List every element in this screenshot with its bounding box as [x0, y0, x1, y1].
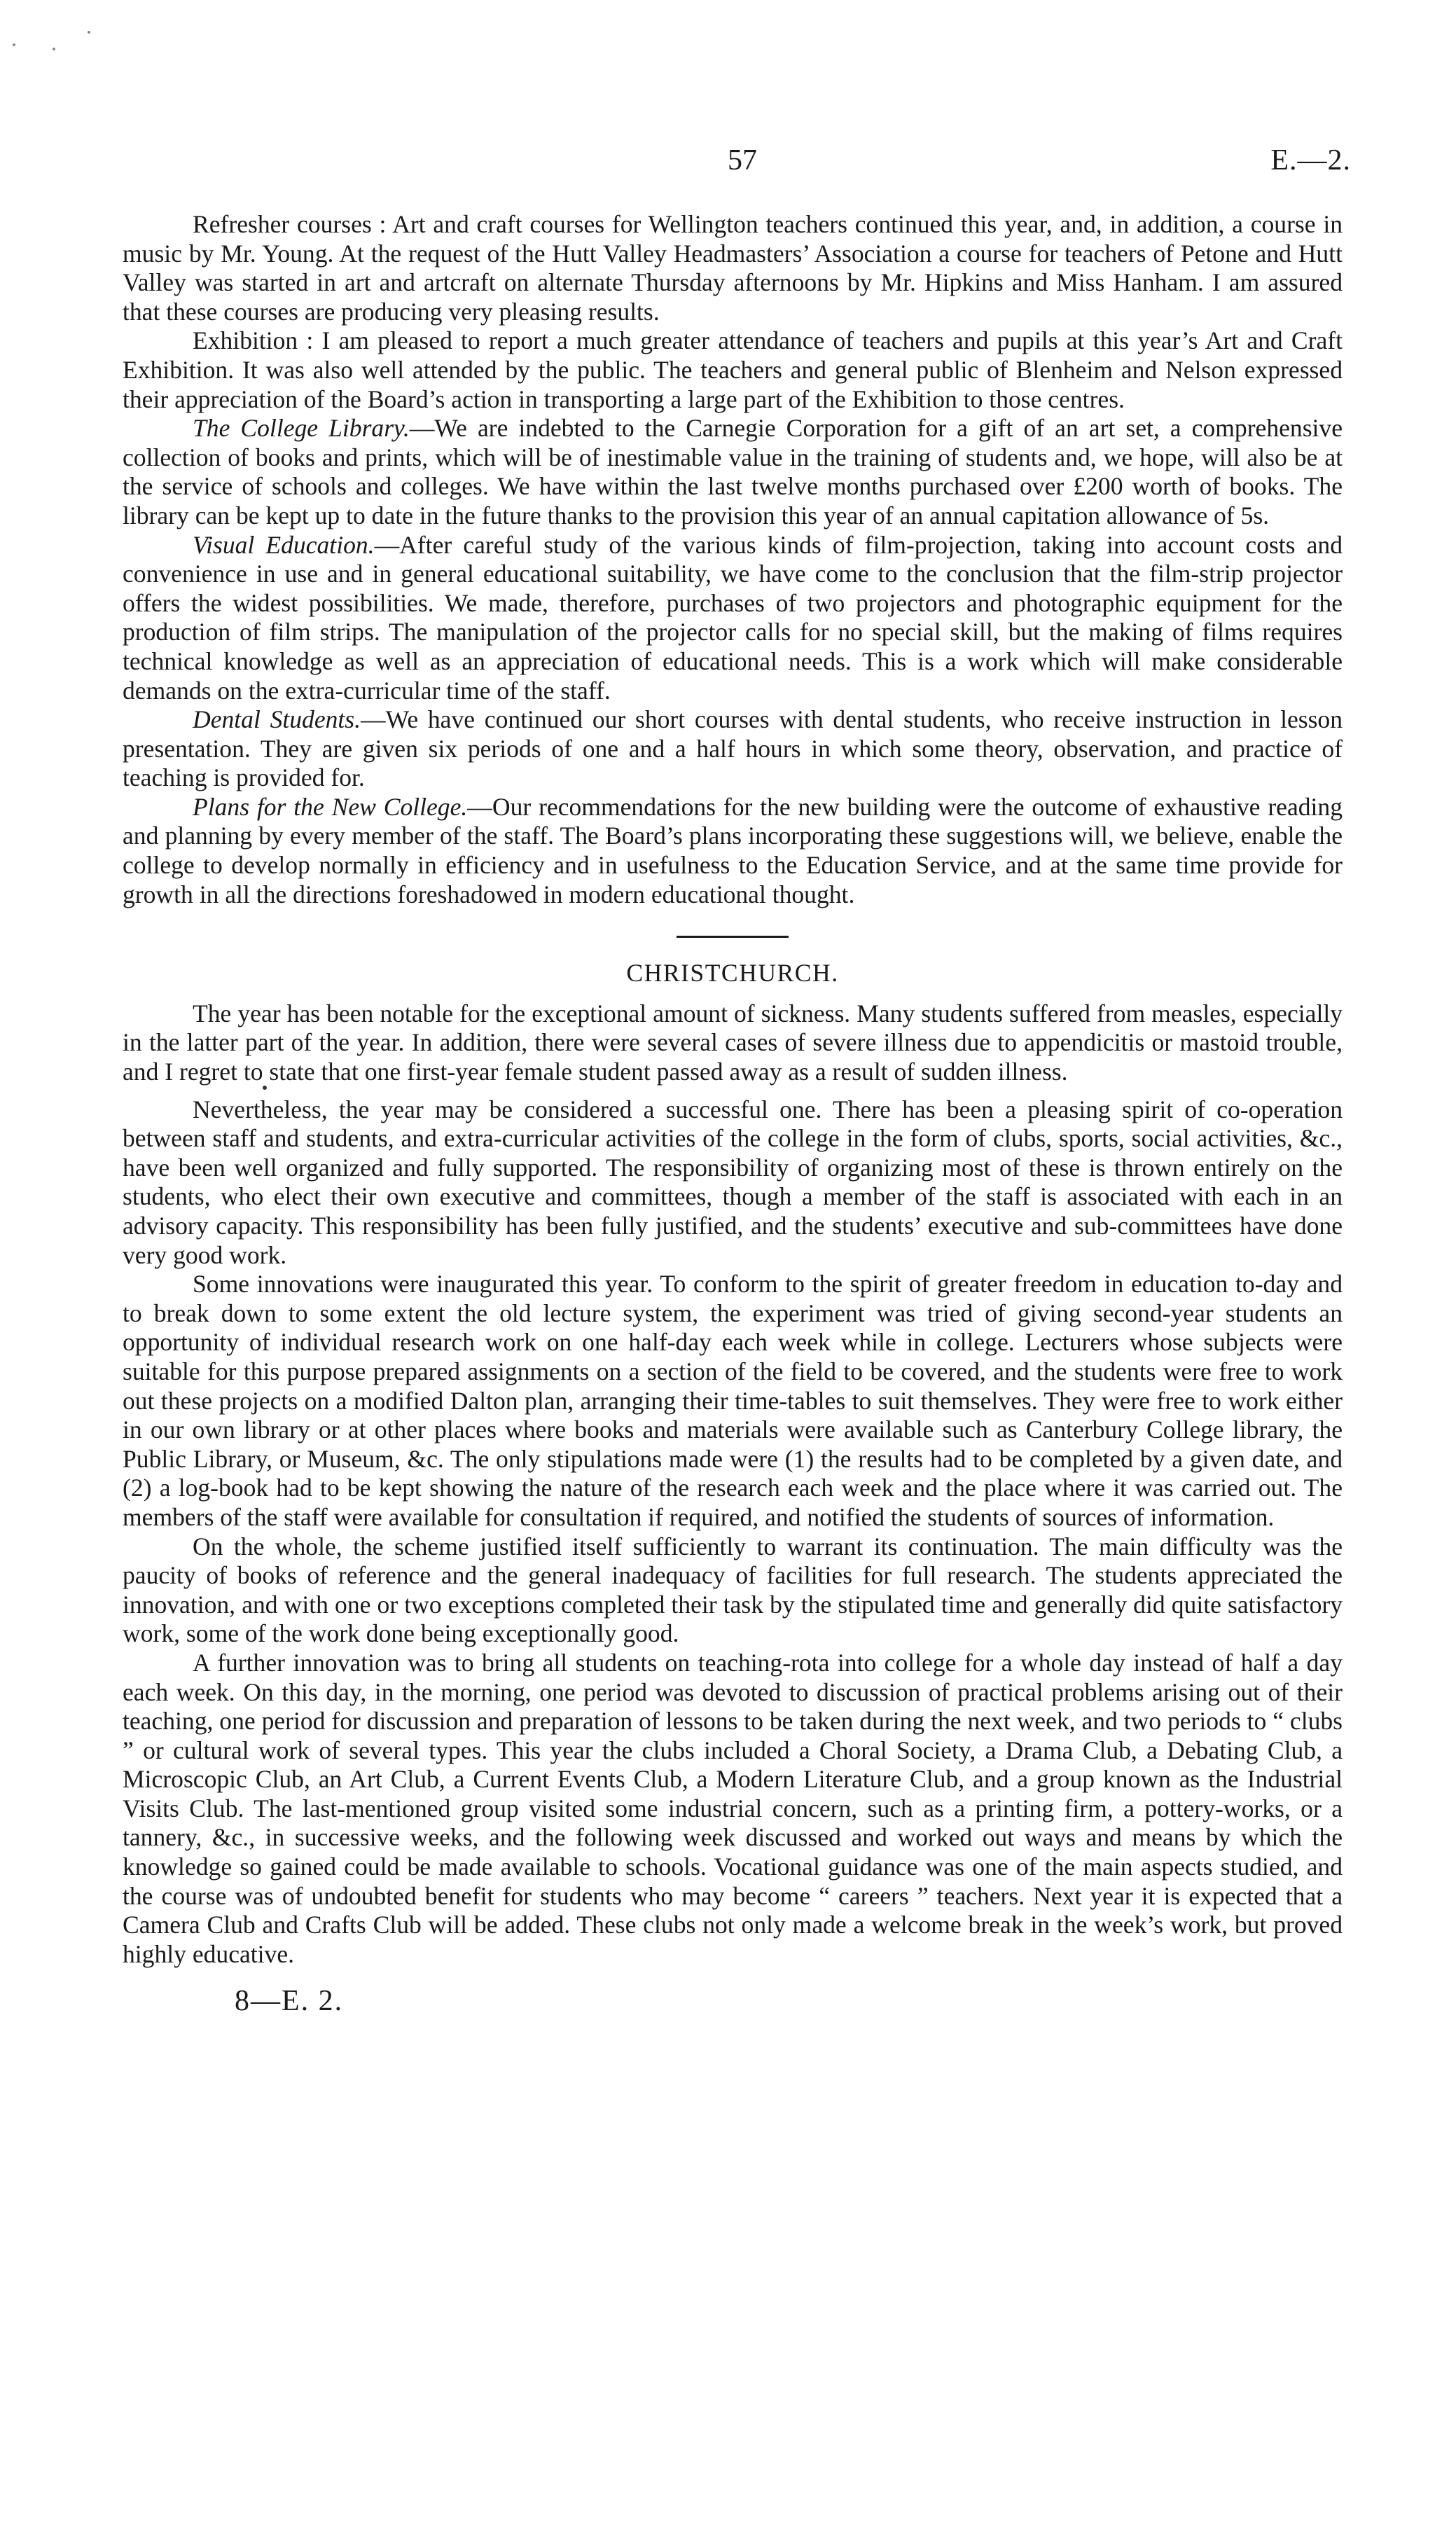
- run-in-heading: The College Library.: [193, 414, 410, 443]
- scan-speck: [53, 48, 55, 50]
- paragraph-further-innovation: A further innovation was to bring all students on teaching-rota into college for a whole day instead of half a day each week. On this day, in the morning, one period was devoted to discussion of practical problems arising out of their teaching, one period for discussion and preparation of lessons to be taken during the next week, and two periods to “ clubs ” or cultural work of several types. This year the clubs included a Choral Society, a Drama Club, a Debating Club, a Microscopic Club, an Art Club, a Current Events Club, a Modern Literature Club, and a group known as the Industrial Visits Club. The last-mentioned group visited some industrial concern, such as a printing firm, a pottery-works, or a tannery, &c., in successive weeks, and the following week discussed and worked out ways and means by which the knowledge so gained could be made available to schools. Vocational guidance was one of the main aspects studied, and the course was of undoubted benefit for students who may become “ careers ” teachers. Next year it is expected that a Camera Club and Crafts Club will be added. These clubs not only made a welcome break in the week’s work, but proved highly educative.: [123, 1648, 1343, 1968]
- paragraph-sickness: The year has been notable for the exceptional amount of sickness. Many students suffered from measles, especially in the latter part of the year. In addition, there were several cases of severe illness due to appendicitis or mastoid trouble, and I regret to state that one first-year female student passed away as a result of sudden illness.: [123, 999, 1343, 1086]
- run-in-heading: Visual Education.: [193, 530, 375, 559]
- paragraph-exhibition: [123, 326, 1343, 414]
- page-number: 57: [728, 144, 757, 176]
- paragraph-scheme-justified: On the whole, the scheme justified itself sufficiently to warrant its continuation. The main difficulty was the paucity of books of reference and the general inadequacy of facilities for full research. The students appreciated the innovation, and with one or two exceptions completed their task by the stipulated time and generally did quite satisfactory work, some of the work done being exceptionally good.: [123, 1532, 1343, 1648]
- paragraph-cooperation: Nevertheless, the year may be considered a successful one. There has been a pleasing spirit of co-operation between staff and students, and extra-curricular activities of the college in the form of clubs, sports, social activities, &c., have been well organized and fully supported. The responsibility of organizing most of these is thrown entirely on the students, who elect their own executive and committees, though a member of the staff is associated with each in an advisory capacity. This responsibility has been fully justified, and the students’ executive and sub-committees have done very good work.: [123, 1095, 1343, 1269]
- document-reference: E.—2.: [1270, 144, 1351, 176]
- run-in-heading: Dental Students.: [193, 705, 361, 734]
- paragraph-text: —We have continued our short courses with dental students, who receive instruction in lesson presentation. They are given six periods of one and a half hours in which some theory, observation, and practice of teaching is provided for.: [123, 705, 1343, 792]
- paragraph-new-college-plans: [123, 793, 1343, 909]
- paragraph-text: Refresher courses : Art and craft courses for Wellington teachers continued this year, and, in addition, a course in music by Mr. Young. At the request of the Hutt Valley Headmasters’ Association a course for teachers of Petone and Hutt Valley was started in art and artcraft on alternate Thursday afternoons by Mr. Hipkins and Miss Hanham. I am assured that these courses are producing very pleasing results.: [123, 210, 1343, 326]
- paragraph-text: —After careful study of the various kinds of film-projection, taking into account costs and convenience in use and in general educational suitability, we have come to the conclusion that the film-strip projector offers the widest possibilities. We made, therefore, purchases of two projectors and photographic equipment for the production of film strips. The manipulation of the projector calls for no special skill, but the making of films requires technical knowledge as well as an appreciation of educational needs. This is a work which will make considerable demands on the extra-curricular time of the staff.: [123, 530, 1343, 705]
- stray-dot: [263, 1086, 267, 1090]
- paragraph-text: —We are indebted to the Carnegie Corporation for a gift of an art set, a comprehensive collection of books and prints, which will be of inestimable value in the training of students and, we hope, will also be at the service of schools and colleges. We have within the last twelve months purchased over £200 worth of books. The library can be kept up to date in the future thanks to the provision this year of an annual capitation allowance of 5s.: [123, 414, 1343, 529]
- scan-speck: [88, 31, 90, 34]
- section-divider: [677, 936, 789, 938]
- paragraph-text: —Our recommendations for the new building were the outcome of exhaustive reading and planning by every member of the staff. The Board’s plans incorporating these suggestions will, we believe, enable the college to develop normally in efficiency and in usefulness to the Education Service, and at the same time provide for growth in all the directions foreshadowed in modern educational thought.: [123, 792, 1343, 908]
- section-heading: CHRISTCHURCH.: [626, 959, 839, 988]
- paragraph-visual-education: [123, 531, 1343, 706]
- body-text: [123, 210, 1343, 2016]
- paragraph-college-library: [123, 414, 1343, 530]
- paragraph-dental-students: [123, 705, 1343, 793]
- paragraph-refresher-courses: [123, 210, 1343, 326]
- paragraph-innovations: Some innovations were inaugurated this year. To conform to the spirit of greater freedom in education to-day and to break down to some extent the old lecture system, the experiment was tried of giving second-year students an opportunity of individual research work on one half-day each week while in college. Lecturers whose subjects were suitable for this purpose prepared assignments on a section of the field to be covered, and the students were free to work out these projects on a modified Dalton plan, arranging their time-tables to suit themselves. They were free to work either in our own library or at other places where books and materials were available such as Canterbury College library, the Public Library, or Museum, &c. The only stipulations made were (1) the results had to be completed by a given date, and (2) a log-book had to be kept showing the nature of the research each week and the place where it was carried out. The members of the staff were available for consultation if required, and notified the students of sources of information.: [123, 1270, 1343, 1531]
- signature-mark: 8—E. 2.: [235, 1985, 344, 2018]
- run-in-heading: Plans for the New College.: [193, 792, 468, 821]
- scan-speck: [13, 43, 15, 46]
- paragraph-text: Exhibition : I am pleased to report a much greater attendance of teachers and pupils at this year’s Art and Craft Exhibition. It was also well attended by the public. The teachers and general public of Blenheim and Nelson expressed their appreciation of the Board’s action in transporting a large part of the Exhibition to those centres.: [123, 326, 1343, 413]
